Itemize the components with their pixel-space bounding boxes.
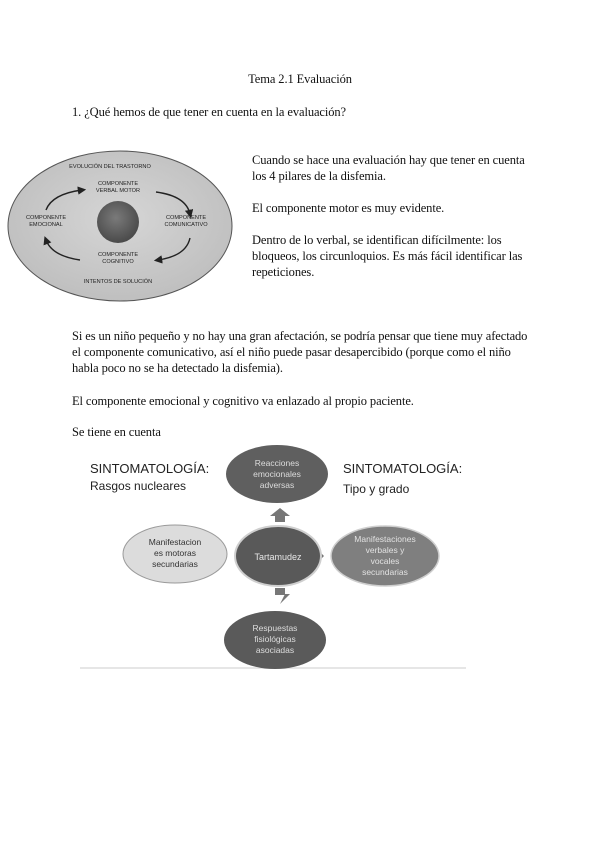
node-top-line-2: emocionales [253, 469, 301, 479]
body-paragraph-1-line-1: Si es un niño pequeño y no hay una gran afectación, se podría pensar que tiene muy afectado [72, 329, 528, 343]
pillars-diagram [6, 148, 236, 304]
body-paragraph-3-line-1: Se tiene en cuenta [72, 425, 161, 439]
page-title: Tema 2.1 Evaluación [248, 72, 352, 86]
node-right-line-2: verbales y [365, 545, 405, 555]
right-heading-subtitle: Tipo y grado [343, 482, 410, 496]
verbal-motor-label-1: COMPONENTE [97, 181, 139, 187]
node-right-line-3: vocales [370, 556, 400, 566]
side-paragraph-3-line-1: Dentro de lo verbal, se identifican difícilmente: los [252, 233, 502, 247]
node-right-line-1: Manifestaciones [354, 534, 416, 544]
side-paragraph-3-line-3: repeticiones. [252, 265, 315, 279]
node-bottom-line-2: fisiológicas [254, 634, 296, 644]
arrow-down-stem [275, 588, 285, 595]
body-paragraph-2-line-1: El componente emocional y cognitivo va enlazado al propio paciente. [72, 394, 414, 408]
verbal-motor-label-2: VERBAL MOTOR [95, 188, 141, 194]
emocional-label-2: EMOCIONAL [29, 222, 63, 228]
side-paragraph-1-line-2: los 4 pilares de la disfemia. [252, 169, 386, 183]
symptomatology-diagram [80, 440, 470, 670]
node-bottom-line-3: asociadas [255, 645, 295, 655]
core-circle [97, 201, 139, 243]
question-heading: 1. ¿Qué hemos de que tener en cuenta en la evaluación? [72, 105, 346, 119]
side-paragraph-1-line-1: Cuando se hace una evaluación hay que tener en cuenta [252, 153, 525, 167]
node-left-line-2: es motoras [153, 548, 197, 558]
node-bottom-line-1: Respuestas [252, 623, 298, 633]
node-left-line-1: Manifestacion [148, 537, 202, 547]
comunicativo-label-2: COMUNICATIVO [164, 222, 208, 228]
left-heading-subtitle: Rasgos nucleares [90, 479, 187, 493]
cognitivo-label-1: COMPONENTE [97, 252, 139, 258]
side-paragraph-2-line-1: El componente motor es muy evidente. [252, 201, 445, 215]
body-paragraph-1-line-3: habla poco no se ha detectado la disfemia). [72, 361, 283, 375]
left-heading-title: SINTOMATOLOGÍA: [90, 461, 210, 476]
intentos-label: INTENTOS DE SOLUCIÓN [83, 279, 153, 285]
emocional-label-1: COMPONENTE [25, 215, 67, 221]
node-top-line-1: Reacciones [254, 458, 300, 468]
node-right-line-4: secundarias [362, 567, 408, 577]
node-top-line-3: adversas [259, 480, 295, 490]
side-paragraph-3-line-2: bloqueos, los circunloquios. Es más fácil identificar las [252, 249, 523, 263]
right-heading-title: SINTOMATOLOGÍA: [343, 461, 463, 476]
node-center-label: Tartamudez [254, 552, 302, 562]
cognitivo-label-2: COGNITIVO [102, 259, 134, 265]
evolucion-label: EVOLUCIÓN DEL TRASTORNO [69, 164, 151, 170]
body-paragraph-1-line-2: el componente comunicativo, así el niño puede pasar desapercibido (porque como el niño [72, 345, 511, 359]
node-left-line-3: secundarias [152, 559, 198, 569]
comunicativo-label-1: COMPONENTE [165, 215, 207, 221]
